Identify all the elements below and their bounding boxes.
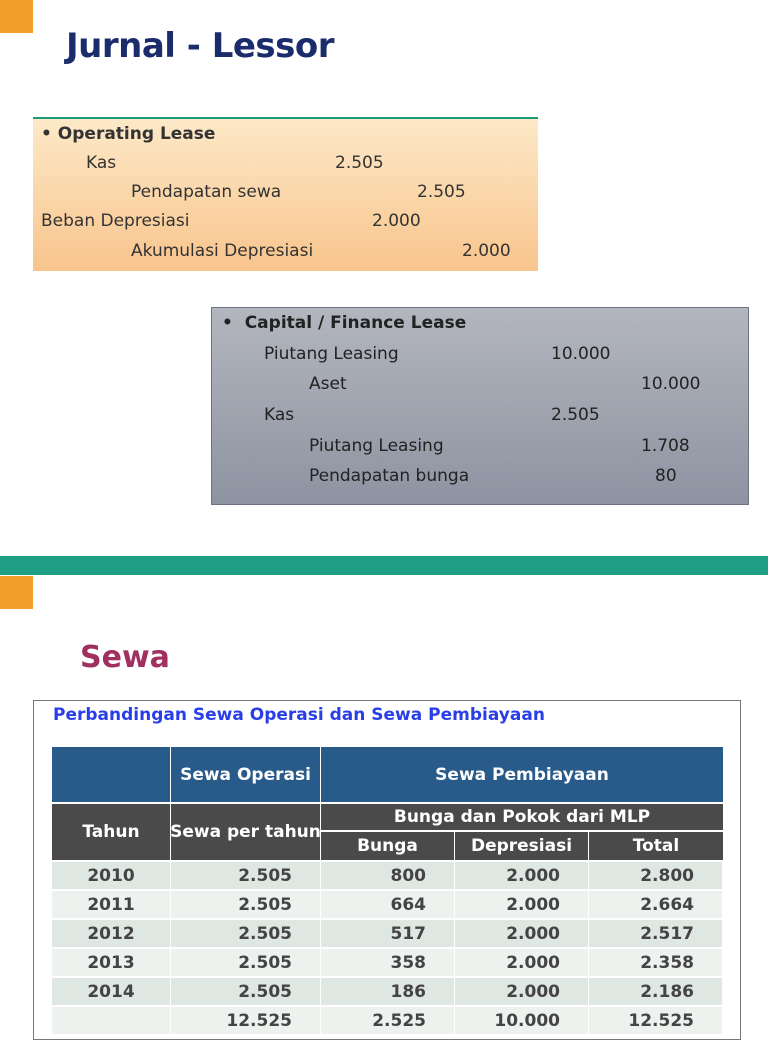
table-caption: Perbandingan Sewa Operasi dan Sewa Pembiayaan <box>53 705 545 725</box>
cell-tahun: 2010 <box>52 862 171 890</box>
header-bunga-pokok: Bunga dan Pokok dari MLP <box>321 804 723 831</box>
bullet-icon: • <box>41 124 58 144</box>
journal-account: Piutang Leasing <box>309 436 444 456</box>
journal-debit: 2.505 <box>335 153 384 173</box>
journal-credit: 2.505 <box>417 182 466 202</box>
accent-square <box>0 0 33 33</box>
cell-sewa: 2.505 <box>171 920 321 948</box>
cell-tahun: 2014 <box>52 978 171 1006</box>
journal-credit: 80 <box>655 466 677 486</box>
journal-account: Kas <box>264 405 295 425</box>
journal-account: Pendapatan sewa <box>131 182 282 202</box>
journal-debit: 2.505 <box>551 405 600 425</box>
capital-lease-heading: • Capital / Finance Lease <box>222 313 467 333</box>
journal-account: Piutang Leasing <box>264 344 399 364</box>
cell-bunga: 2.525 <box>321 1007 455 1035</box>
cell-bunga: 664 <box>321 891 455 919</box>
cell-total: 2.664 <box>589 891 723 919</box>
journal-account: Kas <box>86 153 117 173</box>
header-depresiasi: Depresiasi <box>455 832 589 860</box>
cell-depresiasi: 10.000 <box>455 1007 589 1035</box>
header-sewa-pembiayaan: Sewa Pembiayaan <box>321 747 723 802</box>
cell-bunga: 517 <box>321 920 455 948</box>
header-sewa-per-tahun: Sewa per tahun <box>171 804 321 860</box>
cell-bunga: 186 <box>321 978 455 1006</box>
slide-title: Jurnal - Lessor <box>66 26 335 66</box>
journal-credit: 10.000 <box>641 374 701 394</box>
operating-lease-heading: • Operating Lease <box>41 124 216 144</box>
cell-total: 12.525 <box>589 1007 723 1035</box>
cell-bunga: 800 <box>321 862 455 890</box>
cell-total: 2.517 <box>589 920 723 948</box>
journal-debit: 2.000 <box>372 211 421 231</box>
journal-account: Beban Depresiasi <box>41 211 190 231</box>
cell-tahun: 2012 <box>52 920 171 948</box>
cell-sewa: 2.505 <box>171 949 321 977</box>
cell-sewa: 12.525 <box>171 1007 321 1035</box>
cell-depresiasi: 2.000 <box>455 920 589 948</box>
header-sewa-operasi: Sewa Operasi <box>171 747 321 802</box>
journal-account: Aset <box>309 374 347 394</box>
cell-total: 2.358 <box>589 949 723 977</box>
bullet-icon: • <box>222 313 245 333</box>
slide-divider-band <box>0 556 768 575</box>
cell-depresiasi: 2.000 <box>455 949 589 977</box>
cell-total: 2.186 <box>589 978 723 1006</box>
cell-tahun: 2013 <box>52 949 171 977</box>
cell-depresiasi: 2.000 <box>455 862 589 890</box>
cell-sewa: 2.505 <box>171 891 321 919</box>
header-tahun: Tahun <box>52 804 171 860</box>
journal-credit: 1.708 <box>641 436 690 456</box>
cell-bunga: 358 <box>321 949 455 977</box>
cell-tahun <box>52 1007 171 1035</box>
journal-debit: 10.000 <box>551 344 611 364</box>
cell-depresiasi: 2.000 <box>455 891 589 919</box>
capital-lease-box <box>211 307 749 505</box>
cell-depresiasi: 2.000 <box>455 978 589 1006</box>
journal-account: Akumulasi Depresiasi <box>131 241 314 261</box>
cell-total: 2.800 <box>589 862 723 890</box>
header-total: Total <box>589 832 723 860</box>
header-bunga: Bunga <box>321 832 455 860</box>
journal-credit: 2.000 <box>462 241 511 261</box>
header-empty <box>52 747 171 802</box>
accent-square <box>0 576 33 609</box>
journal-account: Pendapatan bunga <box>309 466 470 486</box>
cell-tahun: 2011 <box>52 891 171 919</box>
cell-sewa: 2.505 <box>171 862 321 890</box>
cell-sewa: 2.505 <box>171 978 321 1006</box>
operating-lease-box <box>33 117 538 271</box>
slide-title: Sewa <box>80 640 170 675</box>
